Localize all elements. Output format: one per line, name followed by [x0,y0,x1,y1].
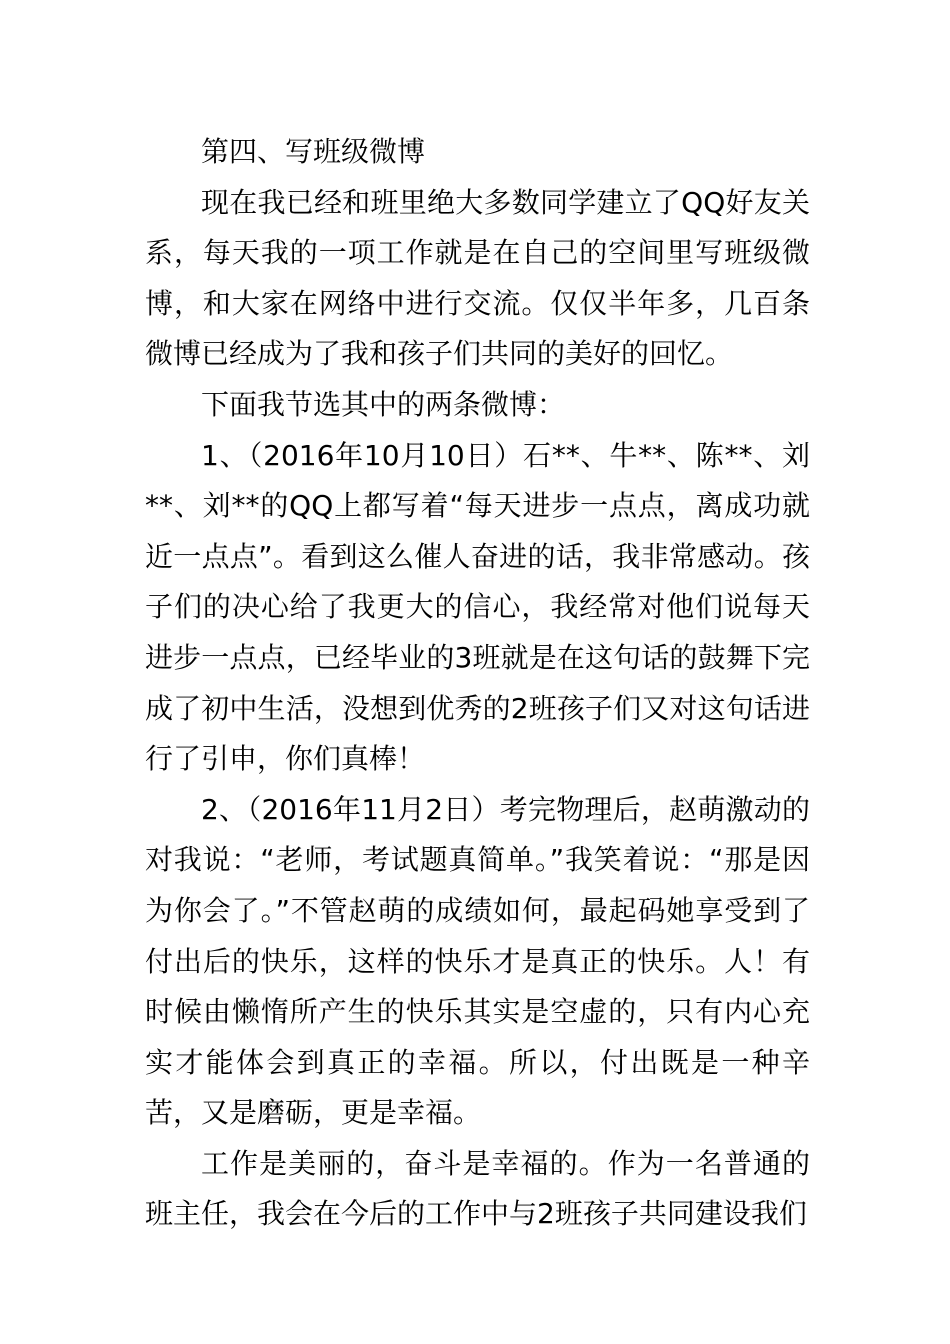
paragraph-weibo-2: 2、（2016年11月2日）考完物理后，赵萌激动的对我说：“老师，考试题真简单。”我笑着说：“那是因为你会了。”不管赵萌的成绩如何，最起码她享受到了付出后的快乐，这样的快乐才是真正的快乐。人！有时候由懒惰所产生的快乐其实是空虚的，只有内心充实才能体会到真正的幸福。所以，付出既是一种辛苦，又是磨砺，更是幸福。 [145,792,810,1130]
paragraph-weibo-1: 1、（2016年10月10日）石**、牛**、陈**、刘**、刘**的QQ上都写着“每天进步一点点，离成功就近一点点”。看到这么催人奋进的话，我非常感动。孩子们的决心给了我更大的信心，我经常对他们说每天进步一点点，已经毕业的3班就是在这句话的鼓舞下完成了初中生活，没想到优秀的2班孩子们又对这句话进行了引申，你们真棒！ [145,438,810,776]
paragraph-conclusion: 工作是美丽的，奋斗是幸福的。作为一名普通的班主任，我会在今后的工作中与2班孩子共同建设我们 [145,1146,810,1231]
document-body [145,127,810,1240]
paragraph-excerpt-intro: 下面我节选其中的两条微博： [201,387,566,421]
paragraph-qq-intro: 现在我已经和班里绝大多数同学建立了QQ好友关系，每天我的一项工作就是在自己的空间里写班级微博，和大家在网络中进行交流。仅仅半年多，几百条微博已经成为了我和孩子们共同的美好的回忆。 [145,185,810,371]
section-heading: 第四、写班级微博 [201,135,426,168]
